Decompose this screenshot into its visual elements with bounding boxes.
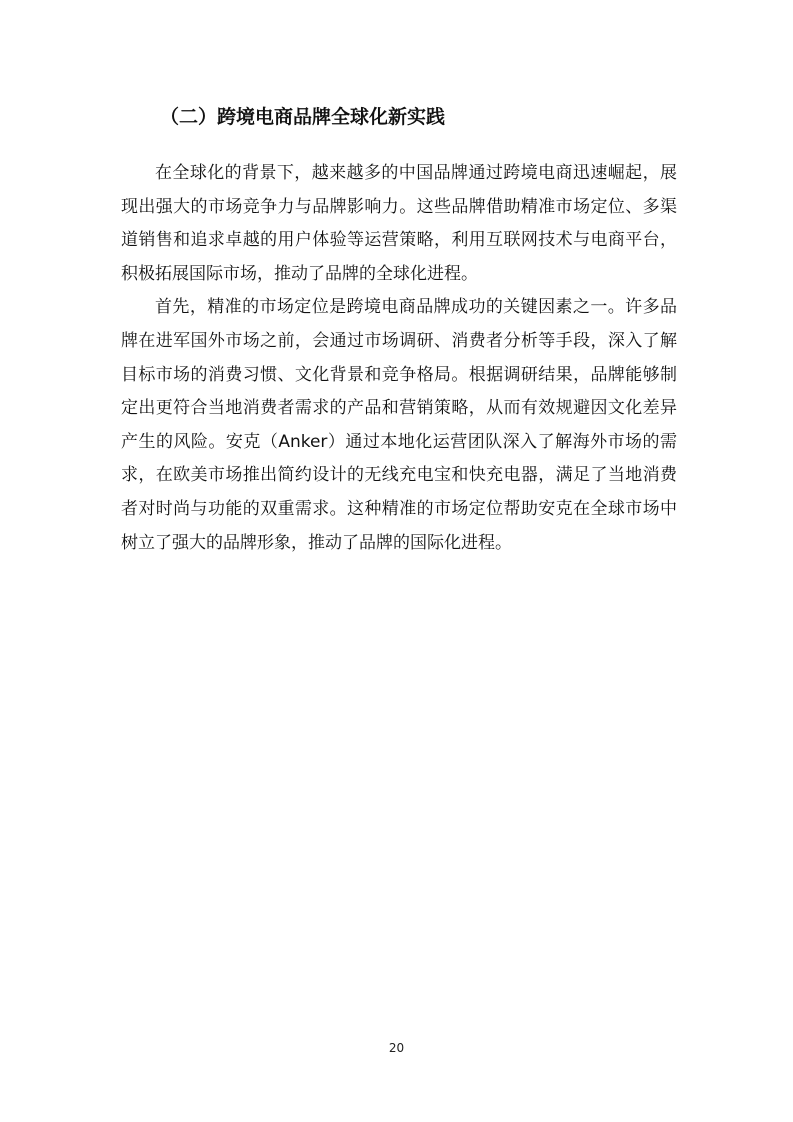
page-number: 20 [388, 1041, 405, 1055]
body-text [121, 157, 677, 560]
paragraph-1: 在全球化的背景下，越来越多的中国品牌通过跨境电商迅速崛起，展现出强大的市场竞争力与品牌影响力。这些品牌借助精准市场定位、多渠道销售和追求卓越的用户体验等运营策略，利用互联网技术与电商平台，积极拓展国际市场，推动了品牌的全球化进程。 [121, 163, 677, 284]
paragraph-2: 首先，精准的市场定位是跨境电商品牌成功的关键因素之一。许多品牌在进军国外市场之前，会通过市场调研、消费者分析等手段，深入了解目标市场的消费习惯、文化背景和竞争格局。根据调研结果，品牌能够制定出更符合当地消费者需求的产品和营销策略，从而有效规避因文化差异产生的风险。安克（Anker）通过本地化运营团队深入了解海外市场的需求，在欧美市场推出简约设计的无线充电宝和快充电器，满足了当地消费者对时尚与功能的双重需求。这种精准的市场定位帮助安克在全球市场中树立了强大的品牌形象，推动了品牌的国际化进程。 [121, 297, 677, 553]
section-title: （二）跨境电商品牌全球化新实践 [160, 106, 446, 128]
